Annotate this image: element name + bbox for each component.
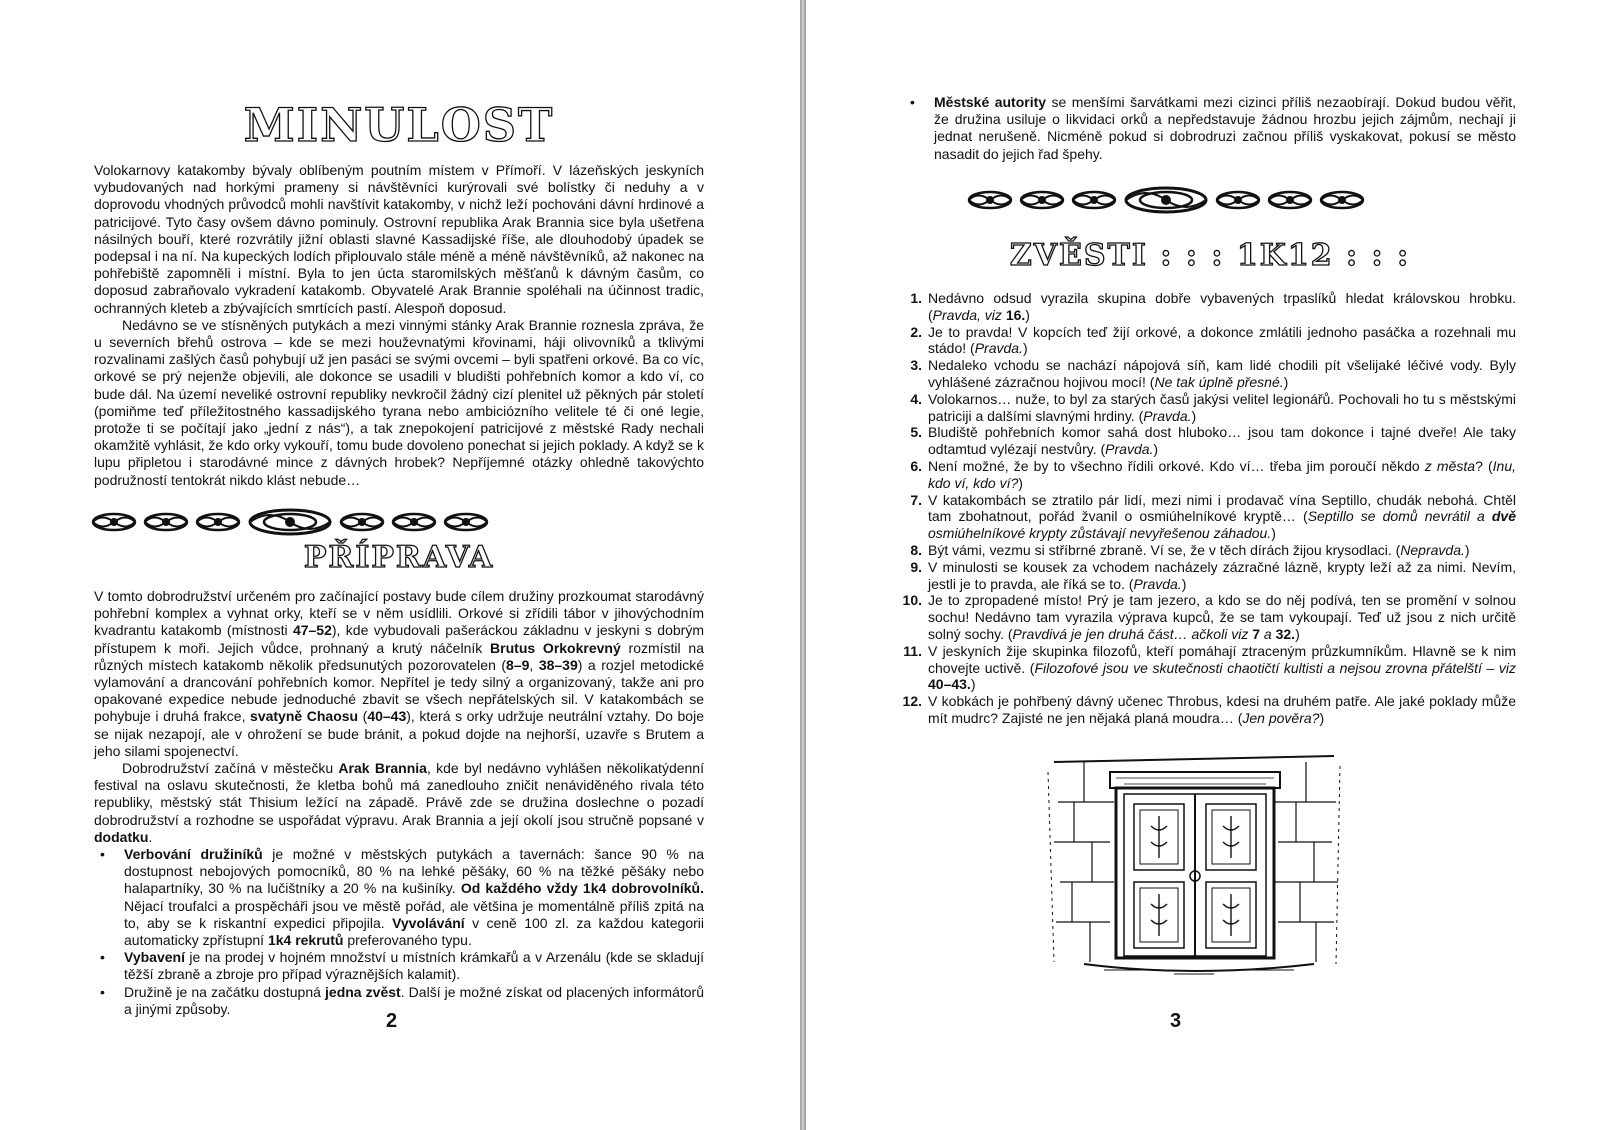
minulost-paragraph-2: Nedávno se ve stísněných putykách a mezi vinnými stánky Arak Brannie roznesla zpráva, že u severních břehů ostrova – kde se mezi houževnatými křovinami, háji olivovníků a tklivými rozvalinami zašlých časů pohybují už jen pasáci se svými ovcemi – byli spatřeni orkové. Ba co víc, orkové se prý nejenže objevili, ale dokonce se usadili v bludišti pohřebních komor a kdo ví, co bude dál. Na území neveliké ostrovní republiky nevkročil žádný cizí plenitel už pěkných pár století (pomiňme teď příležitostného kassadijského tyrana nebo ambiciózního velitele té či oné legie, protože ti se počítají jako „jední z nás“), a tak znepokojení patricijové z městské Rady nechali okamžitě vyhlásit, že kdo orky vykouří, tomu bude dovoleno ponechat si jejich poklady. A když se k lupu připletou i starodávné mince z dávných hrobek? Nepříjemné otázky ohledně takovýchto podružností tentokrát nikdo klást nebude… — [94, 316, 704, 488]
section-title-zvesti: ZVĚSTI : : : 1K12 : : : — [1009, 238, 1411, 273]
ornament-divider-left — [90, 508, 490, 536]
ornament-icon — [966, 189, 1014, 211]
rumor-item: 2. Je to pravda! V kopcích teď žijí orkové, a dokonce zmlátili jednoho pasáčka a rozehnali mu stádo! (Pravda.) — [910, 323, 1516, 357]
page-number-left: 2 — [386, 1010, 398, 1032]
priprava-text — [94, 588, 704, 1018]
rumor-item: 10. Je to zpropadené místo! Prý je tam jezero, a kdo se do něj podívá, ten se promění v solnou sochu! Nedávno tam vyrazila výprava kupců, že se tam vykoupají. Teď už jsou z nich určitě solný sochy. (Pravdivá je jen druhá část… ačkoli viz 7 a 32.) — [902, 592, 1516, 642]
ornament-icon — [390, 511, 438, 533]
right-bullet-list — [904, 94, 1516, 163]
ornament-icon — [338, 511, 386, 533]
rumor-item: 8. Být vámi, vezmu si stříbrné zbraně. Ví se, že v těch dírách žijou krysodlaci. (Nepravda.) — [910, 541, 1470, 558]
bullet-zvest: • Družině je na začátku dostupná jedna zvěst. Další je možné získat od placených informátorů a jinými způsoby. — [94, 984, 704, 1018]
chapter-title-minulost: MINULOST — [243, 98, 555, 152]
bullet-verbovani: • Verbování družiníků je možné v městských putykách a tavernách: šance 90 % na dostupnost nebojových pomocníků, 80 % na lehké pěšáky, 60 % na těžké pěšáky nebo halapartníky, 30 % na lučištníky a 20 % na kušiníky. Od každého vždy 1k4 dobrovolníků. Nějací troufalci a prospěcháři jsou ve městě pořád, ale většina je momentálně příliš zpitá na to, aby se k riskantní expedici připojila. Vyvolávání v ceně 100 zl. za každou kategorii automaticky zpřístupní 1k4 rekrutů preferovaného typu. — [94, 846, 704, 949]
ornament-icon — [90, 511, 138, 533]
rumor-item: 7. V katakombách se ztratilo pár lidí, mezi nimi i prodavač vína Septillo, chudák nebohá. Chtěl tam zbohatnout, pořád žvanil o osmiúhelníkové kryptě… (Septillo se domů nevrátil a dvě osmiúhelníkové krypty zůstávají nevyřešenou záhadou.) — [910, 491, 1516, 542]
minulost-text — [94, 162, 704, 489]
rumor-item: 3. Nedaleko vchodu se nachází nápojová síň, kam lidé chodili pít všelijaké léčivé vody. Byly vyhlášené zázračnou hojivou mocí! (Ne tak úplně přesné.) — [910, 357, 1516, 390]
rumor-item: 12. V kobkách je pohřbený dávný učenec Throbus, kdesi na druhém patře. Ale jaké poklady může mít mudrc? Zajisté ne jen nějaká planá moudra… (Jen pověra?) — [902, 693, 1516, 726]
minulost-paragraph-1: Volokarnovy katakomby bývaly oblíbeným poutním místem v Přímoří. V lázeňských jeskyních vybudovaných nad horkými prameny si návštěvníci kurýrovali své bolístky či neduhy a v doprovodu vhodných průvodců mohli navštívit katakomby, v nichž leží pochováni dávní hrdinové a patricijové. Tyto časy ovšem dávno pominuly. Ostrovní republika Arak Brannia sice byla ušetřena násilných bouří, které rozvrátily jižní oblasti slavné Kassadijské říše, ale dlouhodobý úpadek se podepsal i na ní. Na kupeckých lodích připlouvalo stále méně a méně návštěvníků, až nakonec na pohřebiště zapomněli i místní. Byla to jen úcta staromilských měšťanů k dávným časům, co doposud zabraňovalo vykradení katakomb. Obyvatelé Arak Brannie spoléhali na účinnost tradic, ochranných kleteb a zbývajících smrtících pastí. Alespoň doposud. — [94, 162, 704, 316]
rumor-item: 5. Bludiště pohřebních komor sahá dost hluboko… jsou tam dokonce i tajné dveře! Ale taky odtamtud vylézají nestvůry. (Pravda.) — [910, 424, 1516, 458]
crypt-door-illustration — [1044, 742, 1344, 982]
ornament-icon — [1318, 189, 1366, 211]
mestske-autority-block — [904, 94, 1516, 163]
ornament-icon — [142, 511, 190, 533]
rumor-item: 1. Nedávno odsud vyrazila skupina dobře vybavených trpaslíků hledat královskou hrobku. (Pravda, viz 16.) — [910, 290, 1516, 323]
ornament-icon — [1266, 189, 1314, 211]
ornament-icon — [1214, 189, 1262, 211]
page-number-right: 3 — [1170, 1010, 1182, 1032]
ornament-icon — [194, 511, 242, 533]
rumor-table — [904, 290, 1516, 727]
rumor-item: 6. Není možné, že by to všechno řídili orkové. Kdo ví… třeba jim poroučí někdo z města? (Inu, kdo ví, kdo ví?) — [910, 457, 1517, 491]
rumor-item: 9. V minulosti se kousek za vchodem nacházely zázračné lázně, krypty leží až za nimi. Nevím, jestli je to pravda, ale říká se to. (Pravda.) — [910, 558, 1516, 592]
priprava-paragraph-2: Dobrodružství začíná v městečku Arak Brannia, kde byl nedávno vyhlášen několikatýdenní festival na oslavu skutečnosti, že kletba bohů má zanedlouho zničit nenáviděného rivala této republiky, městský stát Thisium ležící na západě. Právě zde se družina doslechne o pozadí dobrodružství a rozhodne se uspořádat výpravu. Arak Brannia a její okolí jsou stručně popsané v dodatku. — [94, 760, 704, 845]
rumor-item: 4. Volokarnos… nuže, to byl za starých časů jakýsi velitel legionářů. Pochovali ho tu s městskými patriciji a dalšími slavnými hrdiny. (Pravda.) — [910, 390, 1516, 424]
section-title-priprava: PŘÍPRAVA — [303, 540, 495, 575]
priprava-paragraph-1: V tomto dobrodružství určeném pro začínající postavy bude cílem družiny prozkoumat starodávný pohřební komplex a vyhnat orky, kteří se v něm usídlili. Orkové si zřídili tábor v jihovýchodním kvadrantu katakomb (místnosti 47–52), kde vybudovali pašeráckou základnu v jeskyni s dobrým přístupem k moři. Jejich vůdce, prohnaný a krutý náčelník Brutus Orkokrevný rozmístil na různých místech katakomb několik předsunutých pozorovatelen (8–9, 38–39) a rozjel metodické vylamování a drancování pohřebních komor. Nepřítel je tedy silný a organizovaný, takže ani pro opakované expedice nebude jednoduché zbavit se všech nepřátelských sil. V katakombách se pohybuje i druhá frakce, svatyně Chaosu (40–43), která s orky udržuje neutrální vztahy. Do boje se nijak nezapojí, ale v ohrožení se bude bránit, a pokud dojde na nejhorší, uzavře s Brutem a jeho silami spojenectví. — [94, 588, 705, 759]
ornament-center-icon — [246, 508, 334, 536]
ornament-center-icon — [1122, 186, 1210, 214]
priprava-bullet-list — [94, 846, 704, 1018]
bullet-mestske-autority: • Městské autority se menšími šarvátkami mezi cizinci příliš nezaobírají. Dokud budou věřit, že družina usiluje o likvidaci orků a nepředstavuje žádnou hrozbu jejich zájmům, nechají ji jednat nerušeně. Nicméně pokud si dobrodruzi začnou příliš vyskakovat, pokusí se město nasadit do jejich řad špehy. — [904, 94, 1516, 163]
ornament-icon — [1070, 189, 1118, 211]
ornament-divider-right — [966, 186, 1366, 214]
ornament-icon — [442, 511, 490, 533]
rumor-item: 11. V jeskyních žije skupinka filozofů, kteří pomáhají ztraceným průzkumníkům. Hlavně se k nim chovejte uctivě. (Filozofové jsou ve skutečnosti chaotičtí kultisti a nejsou zrovna přátelští – viz 40–43.) — [903, 642, 1516, 693]
ornament-icon — [1018, 189, 1066, 211]
bullet-vybaveni: • Vybavení je na prodej v hojném množství u místních krámkařů a v Arzenálu (kde se skladují těžší zbraně a zbroje pro případ výraznějších kalamit). — [94, 949, 704, 983]
